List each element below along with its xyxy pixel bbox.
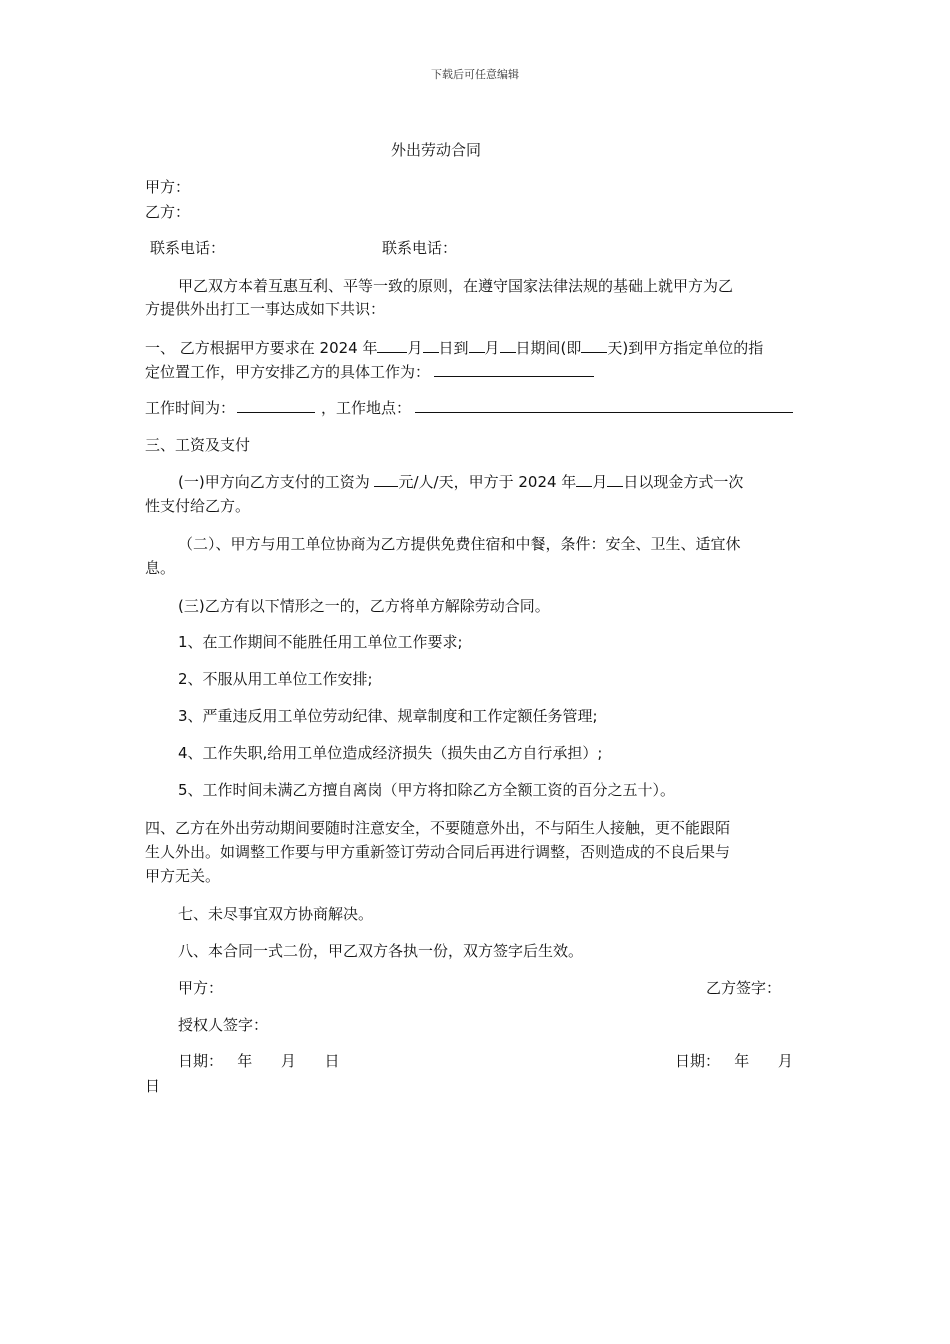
clause-1-line-1: [145, 338, 763, 358]
section-7: 七、未尽事宜双方协商解决。: [178, 905, 374, 923]
clause-1-text-e: 日期间(即: [515, 339, 582, 357]
work-place-label: ，工作地点：: [321, 399, 412, 417]
end-day-blank: [500, 338, 516, 353]
work-time-label: 工作时间为：: [145, 399, 236, 417]
section-4-line-3: 甲方无关。: [145, 867, 221, 885]
lodging-line-1: （二）、甲方与用工单位协商为乙方提供免费住宿和中餐，条件：安全、卫生、适宜休: [178, 535, 741, 553]
termination-clause: (三)乙方有以下情形之一的，乙方将单方解除劳动合同。: [178, 597, 550, 615]
clause-1-text-c: 日到: [438, 339, 469, 357]
clause-1-text-b: 月: [407, 339, 423, 357]
month-blank: [377, 338, 407, 353]
list-item: 1、在工作期间不能胜任用工单位工作要求;: [178, 633, 463, 651]
document-title: 外出劳动合同: [390, 141, 481, 159]
salary-amount-blank: [374, 472, 398, 487]
signature-party-a: 甲方：: [178, 979, 224, 997]
intro-line-2: 方提供外出打工一事达成如下共识：: [145, 300, 386, 318]
section-8: 八、本合同一式二份，甲乙双方各执一份，双方签字后生效。: [178, 942, 584, 960]
section-4-line-1: 四、乙方在外出劳动期间要随时注意安全，不要随意外出，不与陌生人接触，更不能跟陌: [145, 819, 731, 837]
work-time-blank: [237, 398, 315, 413]
salary-line-1: [178, 472, 743, 492]
clause-1-line-2: [145, 362, 594, 382]
clause-1-text-f: 天)到甲方指定单位的指: [607, 339, 764, 357]
day-blank: [423, 338, 439, 353]
pay-day-blank: [607, 472, 623, 487]
phone-b-label: 联系电话：: [382, 239, 458, 257]
salary-text-b: 元/人/天，甲方于 2024 年: [398, 473, 577, 491]
date-party-a: 日期： 年 月 日: [178, 1052, 340, 1070]
work-place-blank: [415, 398, 793, 413]
end-month-blank: [469, 338, 485, 353]
days-blank: [581, 338, 607, 353]
clause-1-text-a: 一、 乙方根据甲方要求在 2024 年: [145, 339, 378, 357]
party-a-label: 甲方：: [145, 178, 191, 196]
salary-line-2: 性支付给乙方。: [145, 497, 251, 515]
section-4-line-2: 生人外出。如调整工作要与甲方重新签订劳动合同后再进行调整，否则造成的不良后果与: [145, 843, 731, 861]
work-time-line: [145, 398, 793, 418]
salary-text-a: (一)甲方向乙方支付的工资为: [178, 473, 375, 491]
date-party-b-day: 日: [145, 1077, 161, 1095]
list-item: 3、严重违反用工单位劳动纪律、规章制度和工作定额任务管理;: [178, 707, 598, 725]
list-item: 2、不服从用工单位工作安排;: [178, 670, 373, 688]
job-description-blank: [434, 362, 594, 377]
pay-month-blank: [576, 472, 592, 487]
date-party-b: 日期： 年 月: [675, 1052, 793, 1070]
authorized-signature: 授权人签字：: [178, 1016, 269, 1034]
salary-text-c: 月: [592, 473, 608, 491]
intro-line-1: 甲乙双方本着互惠互利、平等一致的原则，在遵守国家法律法规的基础上就甲方为乙: [178, 277, 734, 295]
list-item: 5、工作时间未满乙方擅自离岗（甲方将扣除乙方全额工资的百分之五十）。: [178, 781, 676, 799]
signature-party-b: 乙方签字：: [706, 979, 782, 997]
phone-a-label: 联系电话：: [150, 239, 226, 257]
party-b-label: 乙方：: [145, 203, 191, 221]
clause-1-text-d: 月: [484, 339, 500, 357]
section-3-heading: 三、工资及支付: [145, 436, 251, 454]
list-item: 4、工作失职,给用工单位造成经济损失（损失由乙方自行承担）;: [178, 744, 603, 762]
clause-1-line-2-text: 定位置工作，甲方安排乙方的具体工作为：: [145, 363, 431, 381]
lodging-line-2: 息。: [145, 559, 176, 577]
salary-text-d: 日以现金方式一次: [623, 473, 744, 491]
page-header: 下载后可任意编辑: [431, 68, 519, 81]
